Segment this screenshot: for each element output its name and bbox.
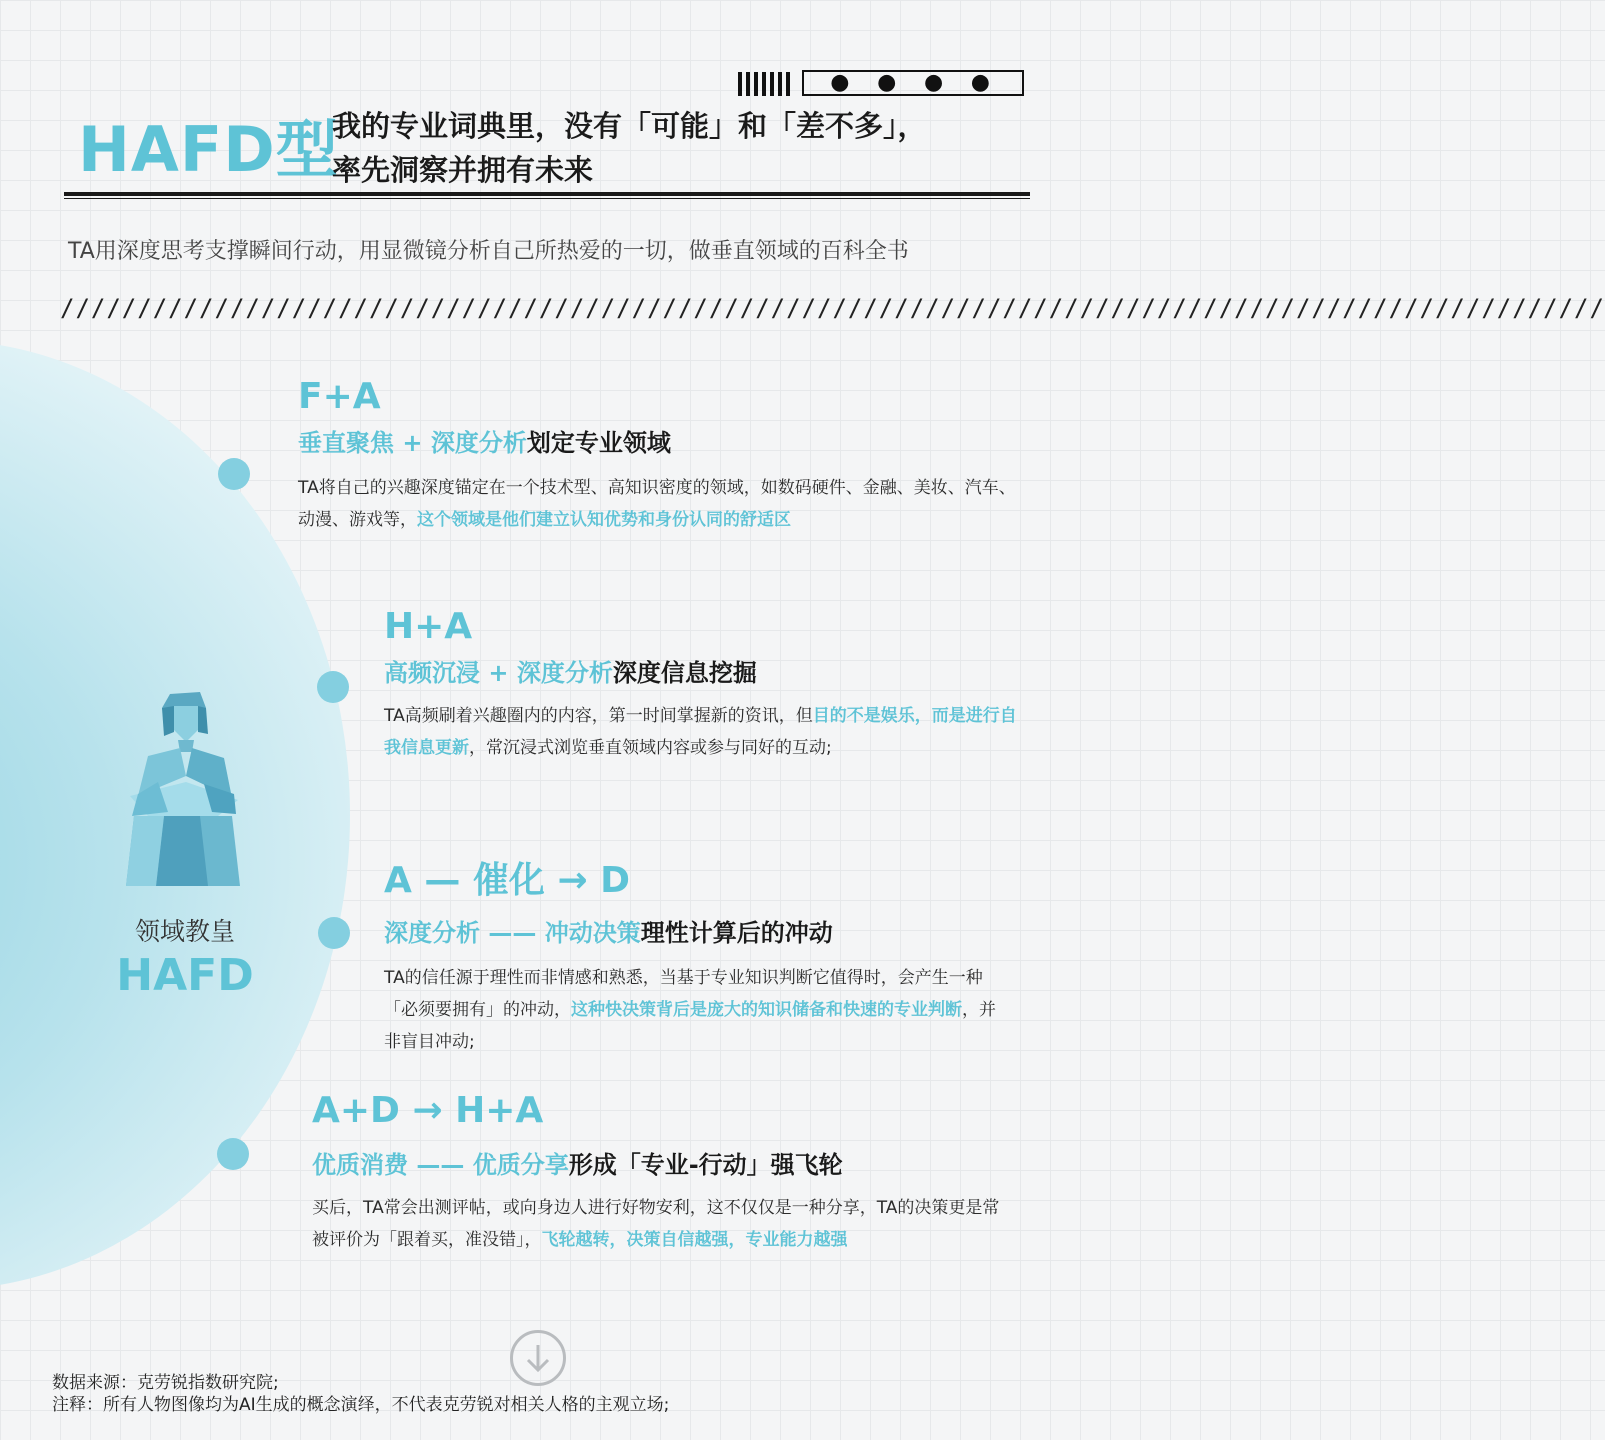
section-4 xyxy=(312,1090,1012,1256)
subtitle-highlight: 高频沉浸 + 深度分析 xyxy=(384,659,613,687)
section-3 xyxy=(384,852,1004,1058)
subtitle-rest: 深度信息挖掘 xyxy=(612,659,757,687)
section-2 xyxy=(384,606,1024,764)
section-code: A+D → H+A xyxy=(312,1090,544,1131)
timeline-dot-4 xyxy=(217,1138,249,1170)
timeline-dot-2 xyxy=(317,671,349,703)
section-1 xyxy=(298,376,1018,536)
section-body xyxy=(384,962,1004,1058)
body-highlight: 这个领域是他们建立认知优势和身份认同的舒适区 xyxy=(417,510,791,530)
section-subtitle xyxy=(312,1145,1012,1180)
section-code: H+A xyxy=(384,606,473,647)
subtitle-highlight: 垂直聚焦 + 深度分析 xyxy=(298,429,527,457)
section-subtitle xyxy=(298,423,1018,458)
body-highlight: 这种快决策背后是庞大的知识储备和快速的专业判断 xyxy=(571,1000,962,1020)
header-rule xyxy=(64,192,1030,196)
timeline-dot-3 xyxy=(318,917,350,949)
slogan-line-1: 我的专业词典里，没有「可能」和「差不多」， xyxy=(332,109,927,143)
section-code: F+A xyxy=(298,376,381,417)
body-text-end: ，并非盲目冲动; xyxy=(384,1000,996,1052)
body-text: TA的信任源于理性而非情感和熟悉，当基于专业知识判断它值得时，会产生一种「必须要拥有」的冲动， xyxy=(384,968,983,1020)
subtitle-highlight: 深度分析 —— 冲动决策 xyxy=(384,919,641,947)
section-subtitle xyxy=(384,913,1004,948)
intro-text: TA用深度思考支撑瞬间行动，用显微镜分析自己所热爱的一切，做垂直领域的百科全书 xyxy=(68,239,909,264)
body-text: TA高频刷着兴趣圈内的内容，第一时间掌握新的资讯，但 xyxy=(384,706,813,726)
persona-role: 领域教皇 xyxy=(134,917,235,946)
subtitle-rest: 理性计算后的冲动 xyxy=(640,919,833,947)
slogan xyxy=(332,104,927,192)
slash-divider: //////////////////////////////////////////////////////////////////////////////////////////////////// xyxy=(60,294,1605,322)
slogan-line-2: 率先洞察并拥有未来 xyxy=(332,153,594,187)
deco-dots: ● ● ● ● xyxy=(830,70,1000,95)
subtitle-rest: 形成「专业-行动」强飞轮 xyxy=(568,1151,843,1179)
body-highlight: 飞轮越转，决策自信越强，专业能力越强 xyxy=(541,1230,848,1250)
footer xyxy=(52,1372,669,1416)
type-title: HAFD型 xyxy=(78,113,339,186)
footnote: 注释：所有人物图像均为AI生成的概念演绎，不代表克劳锐对相关人格的主观立场; xyxy=(52,1395,670,1415)
section-body xyxy=(384,700,1024,764)
timeline-dot-1 xyxy=(218,458,250,490)
body-text: TA将自己的兴趣深度锚定在一个技术型、高知识密度的领域，如数码硬件、金融、美妆、汽车、动漫、游戏等， xyxy=(298,478,1016,530)
persona-code: HAFD xyxy=(116,950,254,1001)
body-text-end: ，常沉浸式浏览垂直领域内容或参与同好的互动; xyxy=(469,738,832,758)
section-body xyxy=(298,472,1018,536)
section-subtitle xyxy=(384,653,1024,688)
section-body xyxy=(312,1192,1012,1256)
section-code: A — 催化 → D xyxy=(384,860,631,901)
subtitle-highlight: 优质消费 —— 优质分享 xyxy=(312,1151,569,1179)
statue-figure-icon xyxy=(108,686,258,896)
data-source: 数据来源：克劳锐指数研究院; xyxy=(52,1373,279,1393)
header-rule-thin xyxy=(64,198,1030,199)
body-text: 买后，TA常会出测评帖，或向身边人进行好物安利，这不仅仅是一种分享，TA的决策更是常被评价为「跟着买，准没错」， xyxy=(312,1198,1000,1250)
body-highlight: 目的不是娱乐，而是进行自我信息更新 xyxy=(384,706,1017,758)
header-deco-box xyxy=(802,70,1024,96)
barcode-decoration xyxy=(738,72,794,96)
subtitle-rest: 划定专业领域 xyxy=(526,429,671,457)
